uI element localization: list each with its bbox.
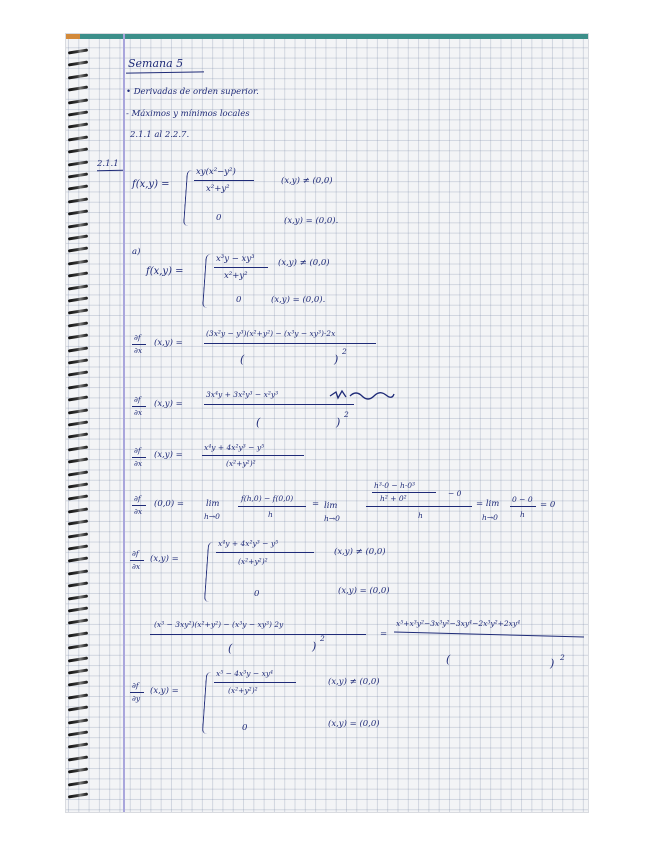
dfdx3-partial-den: ∂x — [134, 459, 143, 468]
spiral-coil — [68, 668, 88, 674]
dfdx0-frac2-minus: − 0 — [448, 489, 462, 498]
title-underline — [126, 71, 204, 74]
dfdxp-partial-bar — [130, 560, 144, 561]
dfdyp-denominator: (x²+y²)² — [228, 686, 258, 695]
part-a-lhs: f(x,y) = — [146, 266, 184, 277]
spiral-coil — [68, 110, 88, 116]
dfdx3-fraction-bar — [202, 455, 304, 456]
spiral-coil — [68, 234, 88, 240]
dfdx2-partial-bar — [132, 406, 146, 407]
dfdy-exp-numerator: (x³ − 3xy²)(x²+y²) − (x³y − xy³) 2y — [154, 620, 284, 629]
f-zero: 0 — [216, 213, 222, 223]
spiral-coil — [68, 284, 88, 290]
dfdx0-lim1: lim — [206, 499, 220, 509]
page-top-band — [66, 34, 588, 39]
spiral-coil — [68, 656, 88, 662]
dfdxp-condition-1: (x,y) ≠ (0,0) — [334, 547, 386, 557]
scribble-crossout — [328, 388, 396, 402]
dfdyp-numerator: x⁵ − 4x³y − xy⁴ — [216, 669, 274, 678]
part-a-brace — [202, 254, 212, 308]
dfdx0-frac2-den: h — [418, 511, 423, 520]
part-a-condition-1: (x,y) ≠ (0,0) — [278, 258, 330, 268]
dfdy-exp-eq: = — [380, 629, 388, 639]
dfdx0-lim3-sub: h→0 — [482, 513, 498, 522]
spiral-coil — [68, 532, 88, 538]
dfdx3-denominator: (x²+y²)² — [226, 459, 256, 468]
spiral-binding — [66, 34, 90, 812]
dfdx0-frac3-den: h — [520, 510, 525, 519]
dfdx2-den-exp: 2 — [344, 410, 349, 419]
spiral-coil — [68, 73, 88, 79]
dfdy-exp-rhs-close: ) — [550, 657, 555, 670]
spiral-coil — [68, 135, 88, 141]
spiral-coil — [68, 631, 88, 637]
spiral-coil — [68, 594, 88, 600]
exercise-range: 2.1.1 al 2.2.7. — [130, 130, 190, 140]
dfdx2-args: (x,y) = — [154, 399, 183, 409]
spiral-coil — [68, 148, 88, 154]
dfdx2-fraction-bar — [204, 404, 354, 405]
dfdx2-partial-num: ∂f — [134, 395, 141, 404]
dfdx0-frac1-den: h — [268, 510, 273, 519]
f-fraction-bar — [194, 180, 254, 181]
dfdx0-lim2: lim — [324, 501, 338, 511]
dfdx1-partial-bar — [132, 344, 146, 345]
f-condition-1: (x,y) ≠ (0,0) — [281, 176, 333, 186]
spiral-coil — [68, 48, 88, 54]
spiral-coil — [68, 507, 88, 513]
dfdxp-partial-num: ∂f — [132, 549, 139, 558]
spiral-coil — [68, 743, 88, 749]
dfdy-exp-rhs-numerator: x⁵+x³y²−3x³y²−3xy⁴−2x³y²+2xy⁴ — [396, 619, 521, 628]
spiral-coil — [68, 780, 88, 786]
dfdyp-fraction-bar — [214, 682, 296, 683]
spiral-coil — [68, 259, 88, 265]
spiral-coil — [68, 470, 88, 476]
dfdx1-numerator: (3x²y − y³)(x²+y²) − (x³y − xy³)·2x — [206, 329, 336, 338]
spiral-coil — [68, 768, 88, 774]
dfdx0-frac1-num: f(h,0) − f(0,0) — [241, 494, 294, 503]
spiral-coil — [68, 123, 88, 129]
dfdyp-partial-den: ∂y — [132, 694, 141, 703]
dfdy-exp-rhs-exp: 2 — [560, 653, 565, 662]
spiral-coil — [68, 482, 88, 488]
spiral-coil — [68, 247, 88, 253]
dfdx2-den-open: ( — [256, 416, 261, 429]
dfdx2-den-close: ) — [336, 416, 341, 429]
dfdx0-args: (0,0) = — [154, 499, 184, 509]
spiral-coil — [68, 396, 88, 402]
dfdx3-args: (x,y) = — [154, 450, 183, 460]
spiral-coil — [68, 321, 88, 327]
spiral-coil — [68, 582, 88, 588]
f-brace — [183, 170, 193, 226]
dfdx3-partial-bar — [132, 457, 146, 458]
dfdx2-partial-den: ∂x — [134, 408, 143, 417]
spiral-coil — [68, 420, 88, 426]
dfdxp-partial-den: ∂x — [132, 562, 141, 571]
dfdx0-lim2-sub: h→0 — [324, 514, 340, 523]
dfdyp-zero: 0 — [242, 723, 248, 733]
dfdx0-partial-num: ∂f — [134, 494, 141, 503]
spiral-coil — [68, 296, 88, 302]
dfdx1-partial-den: ∂x — [134, 346, 143, 355]
page-title: Semana 5 — [128, 57, 184, 70]
spiral-coil — [68, 272, 88, 278]
dfdy-exp-den-open: ( — [228, 642, 233, 655]
dfdx1-fraction-bar — [204, 343, 376, 344]
dfdxp-condition-2: (x,y) = (0,0) — [338, 586, 390, 596]
dfdy-exp-rhs-open: ( — [446, 653, 451, 666]
spiral-coil — [68, 544, 88, 550]
dfdx0-frac2-inner-bar — [372, 492, 436, 493]
dfdx0-frac2-inner-den: h² + 0² — [380, 494, 407, 503]
spiral-coil — [68, 495, 88, 501]
f-numerator: xy(x²−y²) — [196, 167, 236, 177]
dfdyp-partial-bar — [130, 692, 144, 693]
f-denominator: x²+y² — [206, 184, 230, 194]
spiral-coil — [68, 210, 88, 216]
spiral-coil — [68, 681, 88, 687]
dfdx0-frac2-num: h³·0 − h·0³ — [374, 481, 416, 490]
spiral-coil — [68, 371, 88, 377]
spiral-coil — [68, 98, 88, 104]
spiral-coil — [68, 86, 88, 92]
dfdx0-eq2: = — [312, 499, 320, 509]
spiral-coil — [68, 408, 88, 414]
dfdxp-brace — [204, 542, 214, 602]
spiral-coil — [68, 172, 88, 178]
dfdxp-denominator: (x²+y²)² — [238, 557, 268, 566]
dfdxp-zero: 0 — [254, 589, 260, 599]
part-a-zero: 0 — [236, 295, 242, 305]
dfdx3-numerator: x⁴y + 4x²y³ − y⁵ — [204, 443, 265, 452]
part-a-denominator: x²+y² — [224, 271, 248, 281]
spiral-coil — [68, 358, 88, 364]
spiral-coil — [68, 222, 88, 228]
dfdx0-lim1-sub: h→0 — [204, 512, 220, 521]
spiral-coil — [68, 458, 88, 464]
dfdx0-partial-bar — [132, 505, 146, 506]
spiral-coil — [68, 619, 88, 625]
dfdyp-partial-num: ∂f — [132, 681, 139, 690]
dfdy-exp-den-exp: 2 — [320, 634, 325, 643]
spiral-coil — [68, 433, 88, 439]
exercise-number-underline — [97, 170, 123, 172]
dfdx1-den-close: ) — [334, 353, 339, 366]
margin-line — [123, 34, 125, 812]
spiral-coil — [68, 383, 88, 389]
f-lhs: f(x,y) = — [132, 179, 170, 190]
dfdy-exp-fraction-bar — [150, 634, 366, 635]
spiral-coil — [68, 606, 88, 612]
dfdyp-condition-1: (x,y) ≠ (0,0) — [328, 677, 380, 687]
spiral-coil — [68, 346, 88, 352]
dfdx0-frac2-bar — [366, 506, 472, 507]
dfdxp-numerator: x⁴y + 4x²y³ − y⁵ — [218, 539, 279, 548]
spiral-coil — [68, 569, 88, 575]
dfdx2-numerator: 3x⁴y + 3x²y³ − x²y³ — [206, 390, 279, 399]
topic-2: - Máximos y mínimos locales — [126, 109, 250, 119]
spiral-coil — [68, 185, 88, 191]
dfdx0-result: = 0 — [540, 500, 556, 510]
topic-1: • Derivadas de orden superior. — [126, 87, 259, 97]
dfdyp-args: (x,y) = — [150, 686, 179, 696]
spiral-coil — [68, 309, 88, 315]
dfdx0-partial-den: ∂x — [134, 507, 143, 516]
dfdx0-eq3: = lim — [476, 499, 500, 509]
dfdy-exp-rhs-bar — [394, 632, 584, 638]
dfdx1-den-exp: 2 — [342, 347, 347, 356]
dfdx1-args: (x,y) = — [154, 338, 183, 348]
dfdx0-frac1-bar — [238, 506, 306, 507]
dfdx3-partial-num: ∂f — [134, 446, 141, 455]
f-condition-2: (x,y) = (0,0). — [284, 216, 339, 226]
exercise-number: 2.1.1 — [97, 159, 119, 169]
spiral-coil — [68, 520, 88, 526]
spiral-coil — [68, 718, 88, 724]
dfdyp-condition-2: (x,y) = (0,0) — [328, 719, 380, 729]
dfdxp-args: (x,y) = — [150, 554, 179, 564]
spiral-coil — [68, 706, 88, 712]
spiral-coil — [68, 755, 88, 761]
part-a-condition-2: (x,y) = (0,0). — [271, 295, 326, 305]
part-a-label: a) — [132, 247, 141, 257]
notebook-page — [66, 34, 588, 812]
dfdxp-fraction-bar — [216, 552, 314, 553]
dfdx0-frac3-num: 0 − 0 — [512, 495, 533, 504]
spiral-coil — [68, 792, 88, 798]
spiral-coil — [68, 197, 88, 203]
dfdx1-den-open: ( — [240, 353, 245, 366]
dfdyp-brace — [202, 672, 212, 734]
spiral-coil — [68, 693, 88, 699]
spiral-coil — [68, 61, 88, 67]
part-a-numerator: x³y − xy³ — [216, 254, 255, 264]
spiral-coil — [68, 160, 88, 166]
dfdx0-frac3-bar — [510, 506, 536, 507]
spiral-coil — [68, 644, 88, 650]
dfdy-exp-den-close: ) — [312, 640, 317, 653]
spiral-coil — [68, 557, 88, 563]
spiral-coil — [68, 730, 88, 736]
spiral-coil — [68, 445, 88, 451]
dfdx1-partial-num: ∂f — [134, 333, 141, 342]
part-a-fraction-bar — [214, 267, 268, 268]
spiral-coil — [68, 334, 88, 340]
